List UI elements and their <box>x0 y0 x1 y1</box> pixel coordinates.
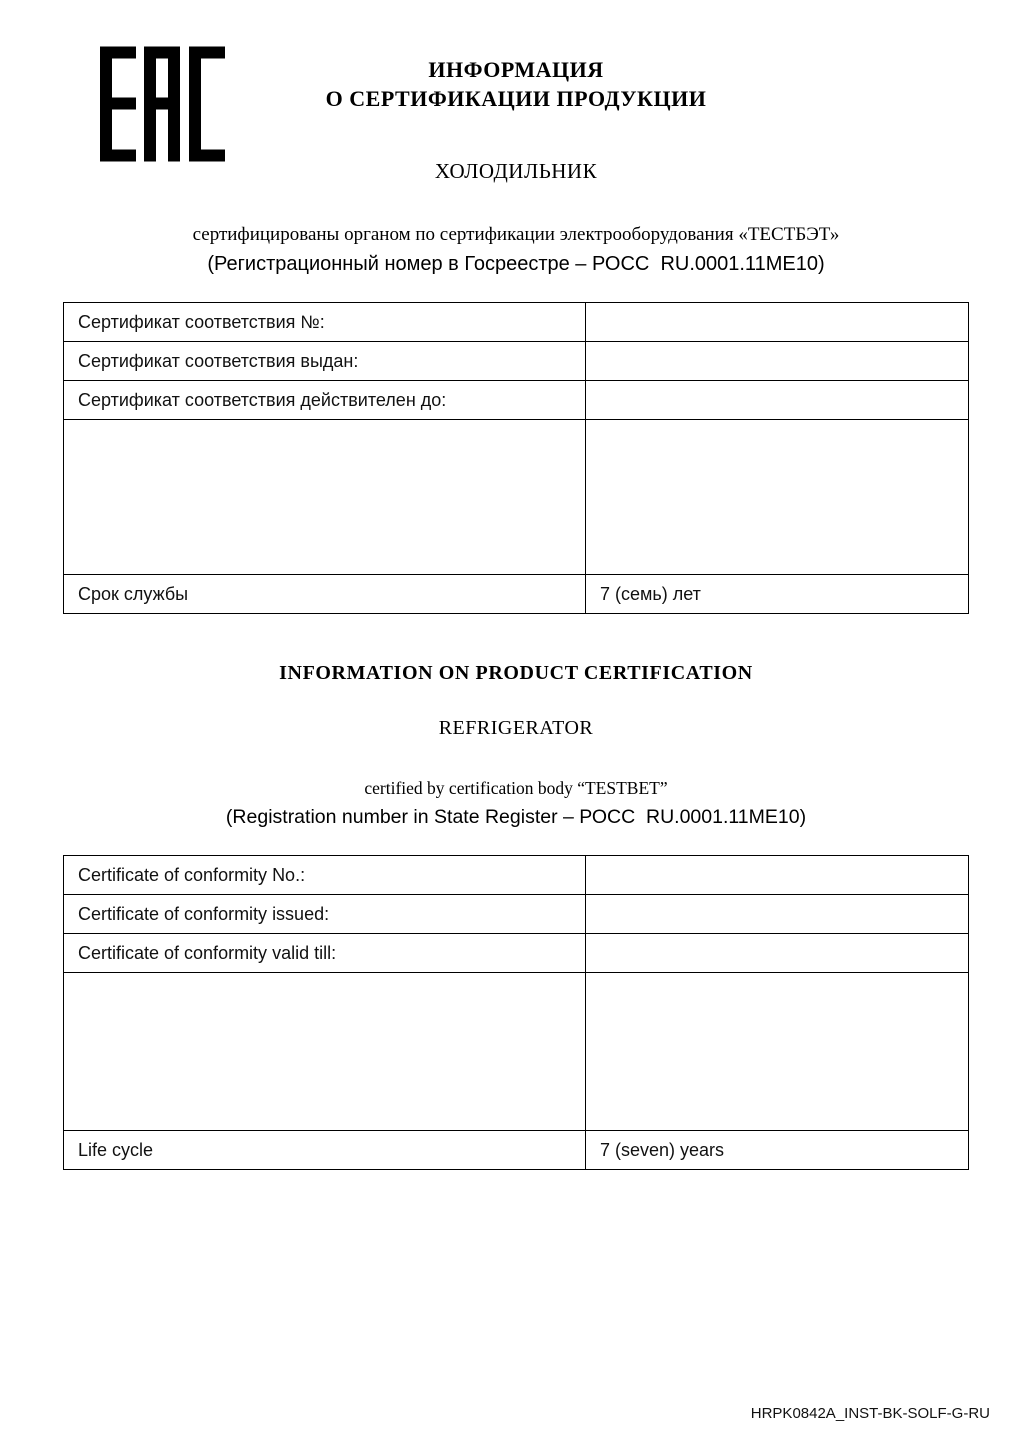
conformity-number-label-cell: Certificate of conformity No.: <box>64 856 586 895</box>
table-row <box>64 856 969 895</box>
table-row <box>64 381 969 420</box>
conformity-issued-label-cell: Certificate of conformity issued: <box>64 895 586 934</box>
eac-mark-logo <box>100 45 225 163</box>
life-cycle-label-cell: Life cycle <box>64 1131 586 1170</box>
empty-label-cell <box>64 973 586 1131</box>
empty-label-cell <box>64 420 586 575</box>
conformity-valid-label-cell: Certificate of conformity valid till: <box>64 934 586 973</box>
certificate-number-value-cell <box>586 303 969 342</box>
en-product-name: REFRIGERATOR <box>438 717 594 740</box>
certificate-issued-value-cell <box>586 342 969 381</box>
conformity-valid-value-cell <box>586 934 969 973</box>
service-life-value-cell: 7 (семь) лет <box>586 575 969 614</box>
en-certificate-table <box>63 855 969 1170</box>
ru-registration-number-line: (Регистрационный номер в Госреестре – РОСС RU.0001.11ME10) <box>207 253 825 276</box>
en-certification-body-line: certified by certification body “TESTBET” <box>364 778 668 799</box>
certificate-valid-label-cell: Сертификат соответствия действителен до: <box>64 381 586 420</box>
en-registration-number-line: (Registration number in State Register – РОСС RU.0001.11ME10) <box>225 806 807 829</box>
certificate-issued-label-cell: Сертификат соответствия выдан: <box>64 342 586 381</box>
table-row <box>64 934 969 973</box>
table-row <box>64 342 969 381</box>
conformity-number-value-cell <box>586 856 969 895</box>
table-row <box>64 1131 969 1170</box>
certificate-number-label-cell: Сертификат соответствия №: <box>64 303 586 342</box>
empty-value-cell <box>586 420 969 575</box>
ru-certificate-table <box>63 302 969 614</box>
ru-certification-body-line: сертифицированы органом по сертификации электрооборудования «ТЕСТБЭТ» <box>192 224 840 246</box>
ru-page-title-line1: ИНФОРМАЦИЯ <box>428 57 604 82</box>
service-life-label-cell: Срок службы <box>64 575 586 614</box>
table-row <box>64 895 969 934</box>
table-row <box>64 420 969 575</box>
en-page-title: INFORMATION ON PRODUCT CERTIFICATION <box>279 662 753 685</box>
document-code: HRPK0842A_INST-BK-SOLF-G-RU <box>750 1405 990 1422</box>
certificate-valid-value-cell <box>586 381 969 420</box>
ru-product-name: ХОЛОДИЛЬНИК <box>434 159 598 184</box>
empty-value-cell <box>586 973 969 1131</box>
table-row <box>64 575 969 614</box>
conformity-issued-value-cell <box>586 895 969 934</box>
en-section <box>0 662 1032 1170</box>
life-cycle-value-cell: 7 (seven) years <box>586 1131 969 1170</box>
table-row <box>64 303 969 342</box>
table-row <box>64 973 969 1131</box>
ru-page-title-line2: О СЕРТИФИКАЦИИ ПРОДУКЦИИ <box>325 86 707 112</box>
